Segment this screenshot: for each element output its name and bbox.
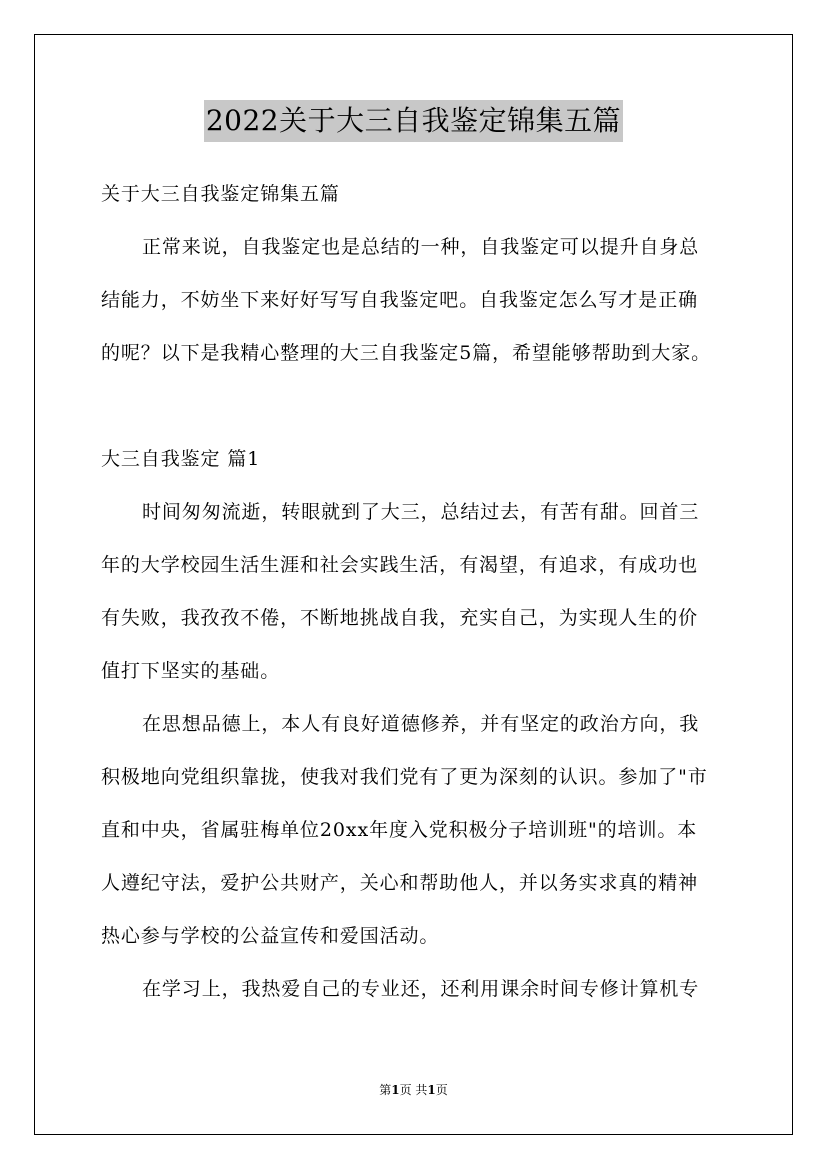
footer-suffix: 页: [435, 1083, 448, 1097]
paragraph-line: 年的大学校园生活生涯和社会实践生活，有渴望，有追求，有成功也: [101, 554, 699, 576]
footer-page-number: 1: [391, 1083, 400, 1097]
section-heading: 大三自我鉴定 篇1: [101, 448, 261, 470]
intro-line: 的呢？以下是我精心整理的大三自我鉴定5篇，希望能够帮助到大家。: [101, 342, 711, 364]
document-title: 2022关于大三自我鉴定锦集五篇: [204, 100, 623, 142]
paragraph-line: 在学习上，我热爱自己的专业还，还利用课余时间专修计算机专: [142, 978, 700, 1000]
paragraph-line: 热心参与学校的公益宣传和爱国活动。: [101, 925, 440, 947]
document-subtitle: 关于大三自我鉴定锦集五篇: [101, 183, 340, 205]
page-footer: [0, 1082, 827, 1098]
paragraph-line: 直和中央，省属驻梅单位20xx年度入党积极分子培训班"的培训。本: [101, 819, 698, 841]
document-body: [101, 171, 741, 1019]
paragraph-line: 值打下坚实的基础。: [101, 660, 281, 682]
footer-prefix: 第: [379, 1083, 392, 1097]
footer-middle: 页 共: [399, 1083, 428, 1097]
intro-line: 结能力，不妨坐下来好好写写自我鉴定吧。自我鉴定怎么写才是正确: [101, 289, 699, 311]
intro-line: 正常来说，自我鉴定也是总结的一种，自我鉴定可以提升自身总: [142, 236, 700, 258]
paragraph-line: 在思想品德上，本人有良好道德修养，并有坚定的政治方向，我: [142, 713, 700, 735]
paragraph-line: 积极地向党组织靠拢，使我对我们党有了更为深刻的认识。参加了"市: [101, 766, 708, 788]
blank-line: [101, 383, 741, 436]
title-container: [0, 100, 827, 142]
paragraph-line: 有失败，我孜孜不倦，不断地挑战自我，充实自己，为实现人生的价: [101, 607, 699, 629]
footer-total-pages: 1: [427, 1083, 436, 1097]
paragraph-line: 时间匆匆流逝，转眼就到了大三，总结过去，有苦有甜。回首三: [142, 501, 700, 523]
paragraph-line: 人遵纪守法，爱护公共财产，关心和帮助他人，并以务实求真的精神: [101, 872, 699, 894]
